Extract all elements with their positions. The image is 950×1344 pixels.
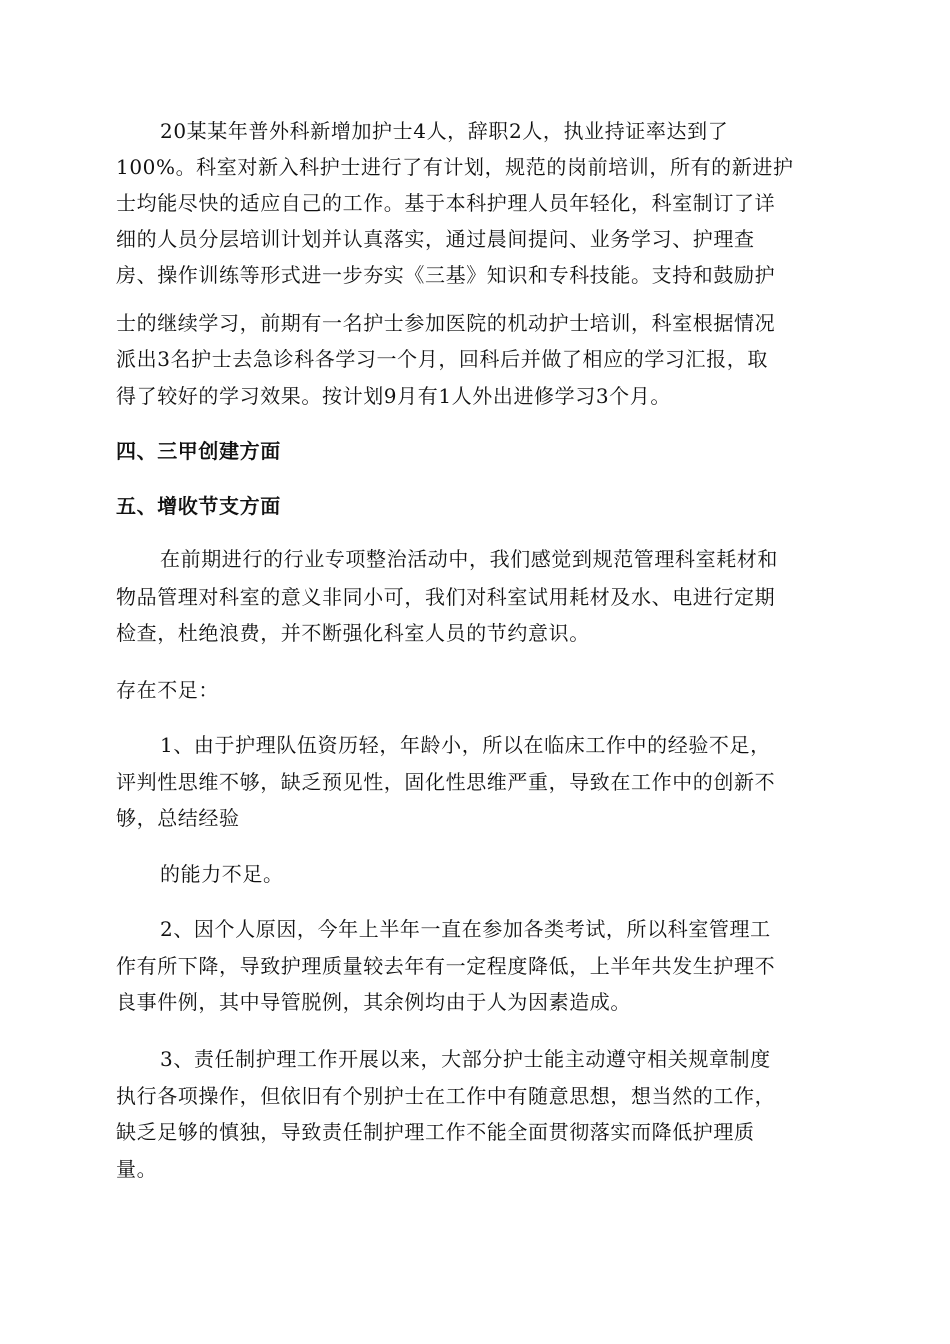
- text-line: 派出3名护士去急诊科各学习一个月，回科后并做了相应的学习汇报，取: [116, 347, 768, 371]
- shortcomings-label: 存在不足：: [116, 678, 219, 702]
- text-line: 够，总结经验: [116, 806, 240, 830]
- text-line: 量。: [116, 1157, 158, 1181]
- text-line: 作有所下降，导致护理质量较去年有一定程度降低，上半年共发生护理不: [116, 954, 776, 978]
- shortcoming-item-1-continued: 的能力不足。: [160, 862, 284, 886]
- text-line: 在前期进行的行业专项整治活动中，我们感觉到规范管理科室耗材和: [160, 547, 778, 571]
- text-line: 物品管理对科室的意义非同小可，我们对科室试用耗材及水、电进行定期: [116, 585, 776, 609]
- section-heading-5: 五、增收节支方面: [116, 494, 281, 518]
- text-line: 缺乏足够的慎独，导致责任制护理工作不能全面贯彻落实而降低护理质: [116, 1120, 755, 1144]
- text-line: 士均能尽快的适应自己的工作。基于本科护理人员年轻化，科室制订了详: [116, 191, 776, 215]
- text-line: 20某某年普外科新增加护士4人，辞职2人，执业持证率达到了: [160, 119, 729, 143]
- text-line: 1、由于护理队伍资历轻，年龄小，所以在临床工作中的经验不足，: [160, 733, 771, 757]
- text-line: 良事件例，其中导管脱例，其余例均由于人为因素造成。: [116, 990, 631, 1014]
- text-line: 评判性思维不够，缺乏预见性，固化性思维严重，导致在工作中的创新不: [116, 770, 776, 794]
- text-line: 士的继续学习，前期有一名护士参加医院的机动护士培训，科室根据情况: [116, 311, 776, 335]
- text-line: 执行各项操作，但依旧有个别护士在工作中有随意思想，想当然的工作，: [116, 1084, 776, 1108]
- text-line: 房、操作训练等形式进一步夯实《三基》知识和专科技能。支持和鼓励护: [116, 263, 776, 287]
- text-line: 3、责任制护理工作开展以来，大部分护士能主动遵守相关规章制度: [160, 1047, 771, 1071]
- text-line: 2、因个人原因，今年上半年一直在参加各类考试，所以科室管理工: [160, 917, 771, 941]
- text-line: 100%。科室对新入科护士进行了有计划，规范的岗前培训，所有的新进护: [116, 155, 794, 179]
- text-line: 细的人员分层培训计划并认真落实，通过晨间提问、业务学习、护理查: [116, 227, 755, 251]
- section-heading-4: 四、三甲创建方面: [116, 439, 281, 463]
- text-line: 检查，杜绝浪费，并不断强化科室人员的节约意识。: [116, 621, 590, 645]
- text-line: 得了较好的学习效果。按计划9月有1人外出进修学习3个月。: [116, 384, 671, 408]
